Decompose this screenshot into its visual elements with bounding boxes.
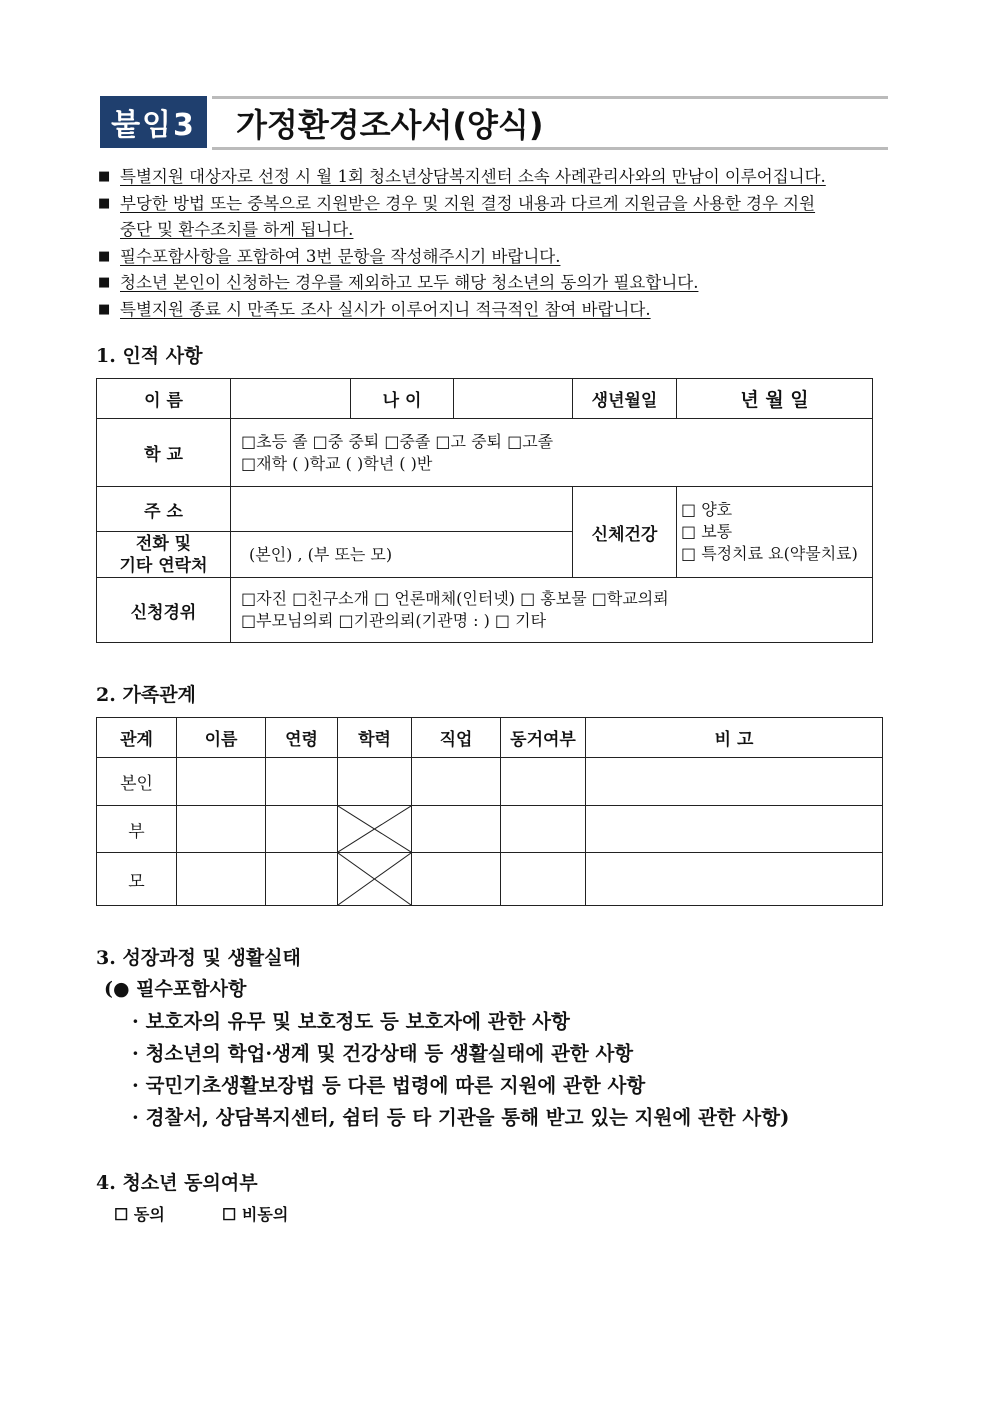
family-header-job: 직업 [412,718,501,758]
age-label: 나 이 [351,379,454,419]
title-rule-top [212,96,888,99]
family-cell[interactable] [412,806,501,853]
notice-list [98,164,898,323]
health-options[interactable]: □ 양호 □ 보통 □ 특정치료 요(약물치료) [677,487,873,578]
family-cell[interactable] [338,758,412,806]
family-table [96,717,883,906]
cross-mark-icon [338,853,411,905]
notice-item: ■ 청소년 본인이 신청하는 경우를 제외하고 모두 해당 청소년의 동의가 필요합니다. [98,270,898,297]
family-relation-self: 본인 [97,758,177,806]
family-cell[interactable] [266,806,338,853]
family-cell[interactable] [266,758,338,806]
address-field[interactable] [231,487,573,532]
family-cell[interactable] [501,806,586,853]
bullet-square-icon: ■ [98,195,111,211]
required-item: · 청소년의 학업·생계 및 건강상태 등 생활실태에 관한 사항 [132,1042,634,1065]
family-header-cohabit: 동거여부 [501,718,586,758]
phone-field[interactable]: (본인) , (부 또는 모) [231,532,573,578]
school-label: 학 교 [97,419,231,487]
required-items-label: (● 필수포함사항 [104,978,247,1000]
family-cell[interactable] [501,758,586,806]
table-row [97,806,883,853]
consent-agree-checkbox[interactable]: ☐ 동의 [114,1205,165,1224]
family-relation-father: 부 [97,806,177,853]
route-options[interactable]: □자진 □친구소개 □ 언론매체(인터넷) □ 홍보물 □학교의뢰 □부모님의뢰 □기관의뢰(기관명 : ) □ 기타 [231,578,873,643]
notice-item: ■ 필수포함사항을 포함하여 3번 문항을 작성해주시기 바랍니다. [98,244,898,271]
required-item: · 경찰서, 상담복지센터, 쉼터 등 타 기관을 통해 받고 있는 지원에 관한 사항) [132,1106,790,1129]
family-cell[interactable] [266,853,338,906]
family-cell[interactable] [177,806,266,853]
cross-mark-icon [338,806,411,852]
name-field[interactable] [231,379,351,419]
section-3-title: 3. 성장과정 및 생활실태 [96,947,301,969]
crossed-out-cell [338,853,412,906]
required-item: · 국민기초생활보장법 등 다른 법령에 따른 지원에 관한 사항 [132,1074,646,1097]
notice-item: ■ 특별지원 종료 시 만족도 조사 실시가 이루어지니 적극적인 참여 바랍니다. [98,297,898,324]
notice-item-continued: 중단 및 환수조치를 하게 됩니다. [120,220,354,239]
title-rule-bottom [212,147,888,150]
family-header-remarks: 비 고 [586,718,883,758]
section-4-title: 4. 청소년 동의여부 [96,1172,258,1194]
crossed-out-cell [338,806,412,853]
name-label: 이 름 [97,379,231,419]
age-field[interactable] [454,379,573,419]
family-header-education: 학력 [338,718,412,758]
family-header-age: 연령 [266,718,338,758]
birth-field[interactable]: 년 월 일 [677,379,873,419]
required-item: · 보호자의 유무 및 보호정도 등 보호자에 관한 사항 [132,1010,570,1033]
family-header-relation: 관계 [97,718,177,758]
phone-label: 전화 및 기타 연락처 [97,532,231,578]
section-1-title: 1. 인적 사항 [96,345,203,367]
table-row [97,758,883,806]
route-label: 신청경위 [97,578,231,643]
family-relation-mother: 모 [97,853,177,906]
table-row [97,853,883,906]
address-label: 주 소 [97,487,231,532]
family-cell[interactable] [412,853,501,906]
family-cell[interactable] [177,853,266,906]
notice-item: ■ 부당한 방법 또는 중복으로 지원받은 경우 및 지원 결정 내용과 다르게 지원금을 사용한 경우 지원 [98,191,898,218]
health-label: 신체건강 [573,487,677,578]
school-options[interactable]: □초등 졸 □중 중퇴 □중졸 □고 중퇴 □고졸 □재학 ( )학교 ( )학년 ( )반 [231,419,873,487]
personal-info-table [96,378,873,643]
family-cell[interactable] [586,758,883,806]
notice-item: ■ 특별지원 대상자로 선정 시 월 1회 청소년상담복지센터 소속 사례관리사와의 만남이 이루어집니다. [98,164,898,191]
family-cell[interactable] [586,853,883,906]
family-cell[interactable] [586,806,883,853]
family-cell[interactable] [501,853,586,906]
appendix-badge: 붙임3 [100,96,207,148]
family-cell[interactable] [177,758,266,806]
bullet-square-icon: ■ [98,169,111,184]
page-title: 가정환경조사서(양식) [236,106,544,144]
section-2-title: 2. 가족관계 [96,684,196,706]
bullet-square-icon: ■ [98,248,111,264]
bullet-square-icon: ■ [98,301,111,317]
consent-disagree-checkbox[interactable]: ☐ 비동의 [222,1205,289,1224]
family-cell[interactable] [412,758,501,806]
birth-label: 생년월일 [573,379,677,419]
family-header-name: 이름 [177,718,266,758]
bullet-square-icon: ■ [98,275,111,290]
